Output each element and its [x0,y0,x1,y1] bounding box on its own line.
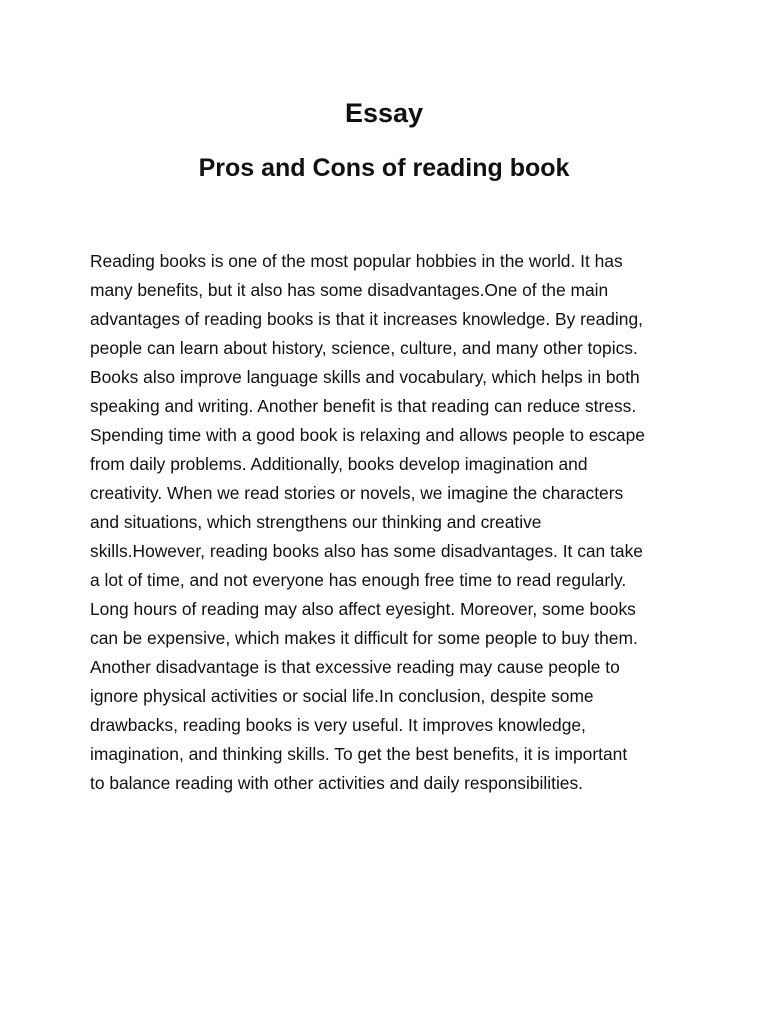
paragraph-line: Books also improve language skills and vocabulary, which helps in both [90,367,640,387]
paragraph-line: a lot of time, and not everyone has enough free time to read regularly. [90,570,627,590]
essay-paragraph [90,247,690,798]
document-subtitle: Pros and Cons of reading book [198,154,570,182]
paragraph-line: Spending time with a good book is relaxing and allows people to escape [90,425,645,445]
paragraph-line: Long hours of reading may also affect eyesight. Moreover, some books [90,599,636,619]
paragraph-line: imagination, and thinking skills. To get the best benefits, it is important [90,744,628,764]
paragraph-line: from daily problems. Additionally, books develop imagination and [90,454,588,474]
paragraph-line: Reading books is one of the most popular hobbies in the world. It has [90,251,623,271]
paragraph-line: creativity. When we read stories or novels, we imagine the characters [90,483,624,503]
paragraph-line: drawbacks, reading books is very useful. It improves knowledge, [90,715,586,735]
paragraph-line: skills.However, reading books also has some disadvantages. It can take [90,541,643,561]
paragraph-line: Another disadvantage is that excessive reading may cause people to [90,657,620,677]
paragraph-line: people can learn about history, science, culture, and many other topics. [90,338,638,358]
paragraph-line: and situations, which strengthens our thinking and creative [90,512,542,532]
paragraph-line: to balance reading with other activities and daily responsibilities. [90,773,584,793]
document-title: Essay [344,98,424,128]
paragraph-line: speaking and writing. Another benefit is that reading can reduce stress. [90,396,637,416]
paragraph-line: advantages of reading books is that it increases knowledge. By reading, [90,309,643,329]
paragraph-line: can be expensive, which makes it difficult for some people to buy them. [90,628,638,648]
paragraph-line: many benefits, but it also has some disadvantages.One of the main [90,280,609,300]
paragraph-line: ignore physical activities or social life.In conclusion, despite some [90,686,594,706]
